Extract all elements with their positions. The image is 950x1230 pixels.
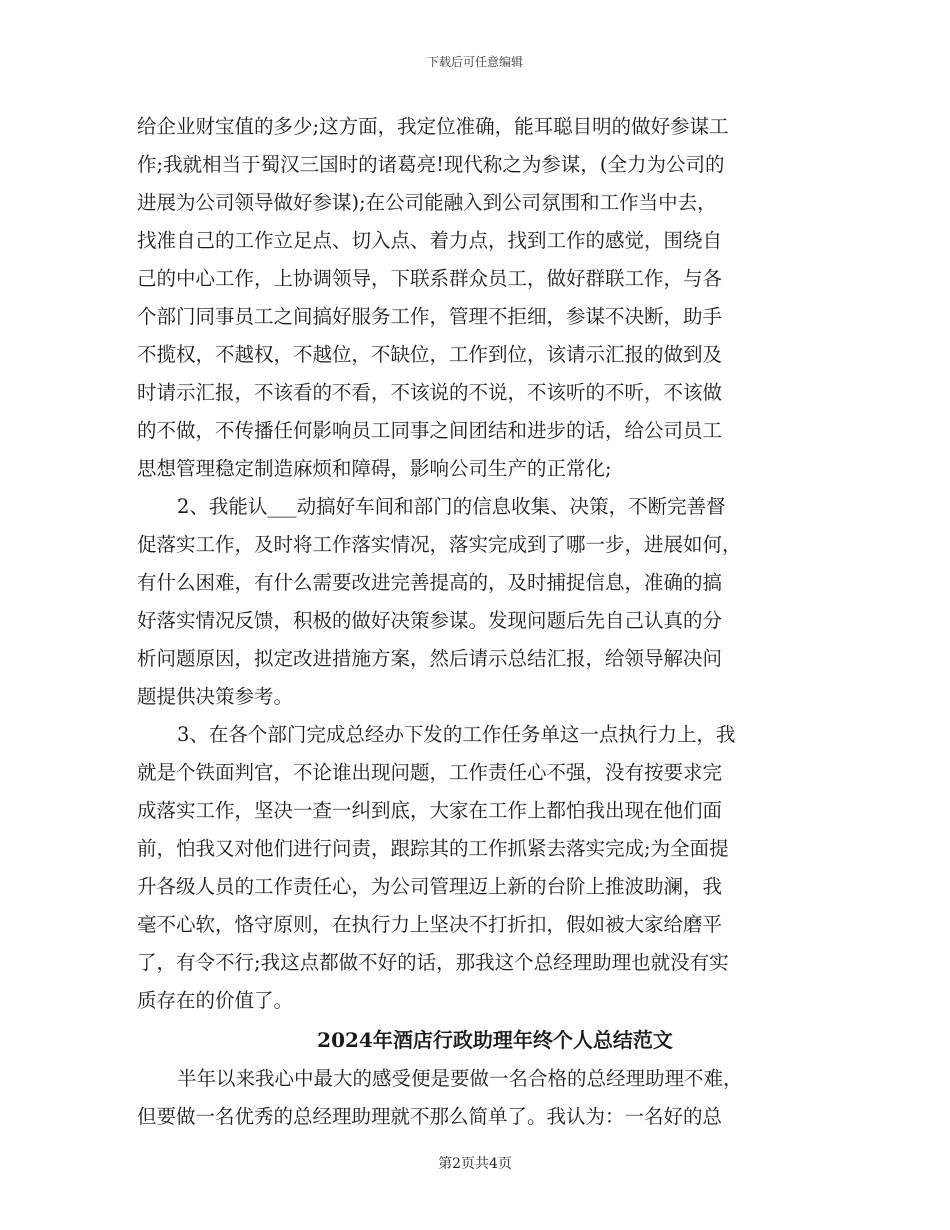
section-title: 2024年酒店行政助理年终个人总结范文 [317,1028,673,1052]
text-line: 就是个铁面判官，不论谁出现问题，工作责任心不强，没有按要求完 [137,761,723,784]
text-line: 己的中心工作，上协调领导，下联系群众员工，做好群联工作，与各 [137,267,723,290]
text-line: 个部门同事员工之间搞好服务工作，管理不拒细，参谋不决断，助手 [137,305,723,328]
text-line: 促落实工作，及时将工作落实情况，落实完成到了哪一步，进展如何， [137,533,742,556]
paragraph-2-start: 2、我能认___动搞好车间和部门的信息收集、决策，不断完善督 [177,495,726,518]
page-header-note: 下载后可任意编辑 [426,55,523,69]
paragraph-3-start: 3、在各个部门完成总经办下发的工作任务单这一点执行力上，我 [177,723,736,746]
text-line: 不揽权，不越权，不越位，不缺位，工作到位，该请示汇报的做到及 [137,343,723,366]
text-line: 升各级人员的工作责任心，为公司管理迈上新的台阶上推波助澜，我 [137,875,723,898]
text-line: 成落实工作，坚决一查一纠到底，大家在工作上都怕我出现在他们面 [137,799,723,822]
text-line: 时请示汇报，不该看的不看，不该说的不说，不该听的不听，不该做 [137,381,723,404]
text-line: 了，有令不行;我这点都做不好的话，那我这个总经理助理也就没有实 [137,951,729,974]
text-line: 但要做一名优秀的总经理助理就不那么简单了。我认为：一名好的总 [137,1105,723,1128]
paragraph-4-start: 半年以来我心中最大的感受便是要做一名合格的总经理助理不难， [177,1067,743,1090]
text-line: 有什么困难，有什么需要改进完善提高的，及时捕捉信息，准确的搞 [137,571,723,594]
text-line: 毫不心软，恪守原则，在执行力上坚决不打折扣，假如被大家给磨平 [137,913,723,936]
text-line: 好落实情况反馈，积极的做好决策参谋。发现问题后先自己认真的分 [137,609,723,632]
text-line: 进展为公司领导做好参谋);在公司能融入到公司氛围和工作当中去， [137,191,717,214]
text-line: 析问题原因，拟定改进措施方案，然后请示总结汇报，给领导解决问 [137,647,723,670]
text-line: 前，怕我又对他们进行问责，跟踪其的工作抓紧去落实完成;为全面提 [137,837,729,860]
page-footer-number: 第2页共4页 [438,1156,512,1172]
text-line: 作;我就相当于蜀汉三国时的诸葛亮!现代称之为参谋，(全力为公司的 [137,153,725,176]
text-line: 思想管理稳定制造麻烦和障碍，影响公司生产的正常化; [137,457,612,480]
text-line: 的不做，不传播任何影响员工同事之间团结和进步的话，给公司员工 [137,419,723,442]
text-line: 题提供决策参考。 [137,685,294,708]
text-line: 找准自己的工作立足点、切入点、着力点，找到工作的感觉，围绕自 [137,229,723,252]
text-line: 给企业财宝值的多少;这方面，我定位准确，能耳聪目明的做好参谋工 [137,115,729,138]
document-body [137,108,813,1136]
text-line: 质存在的价值了。 [137,989,294,1012]
